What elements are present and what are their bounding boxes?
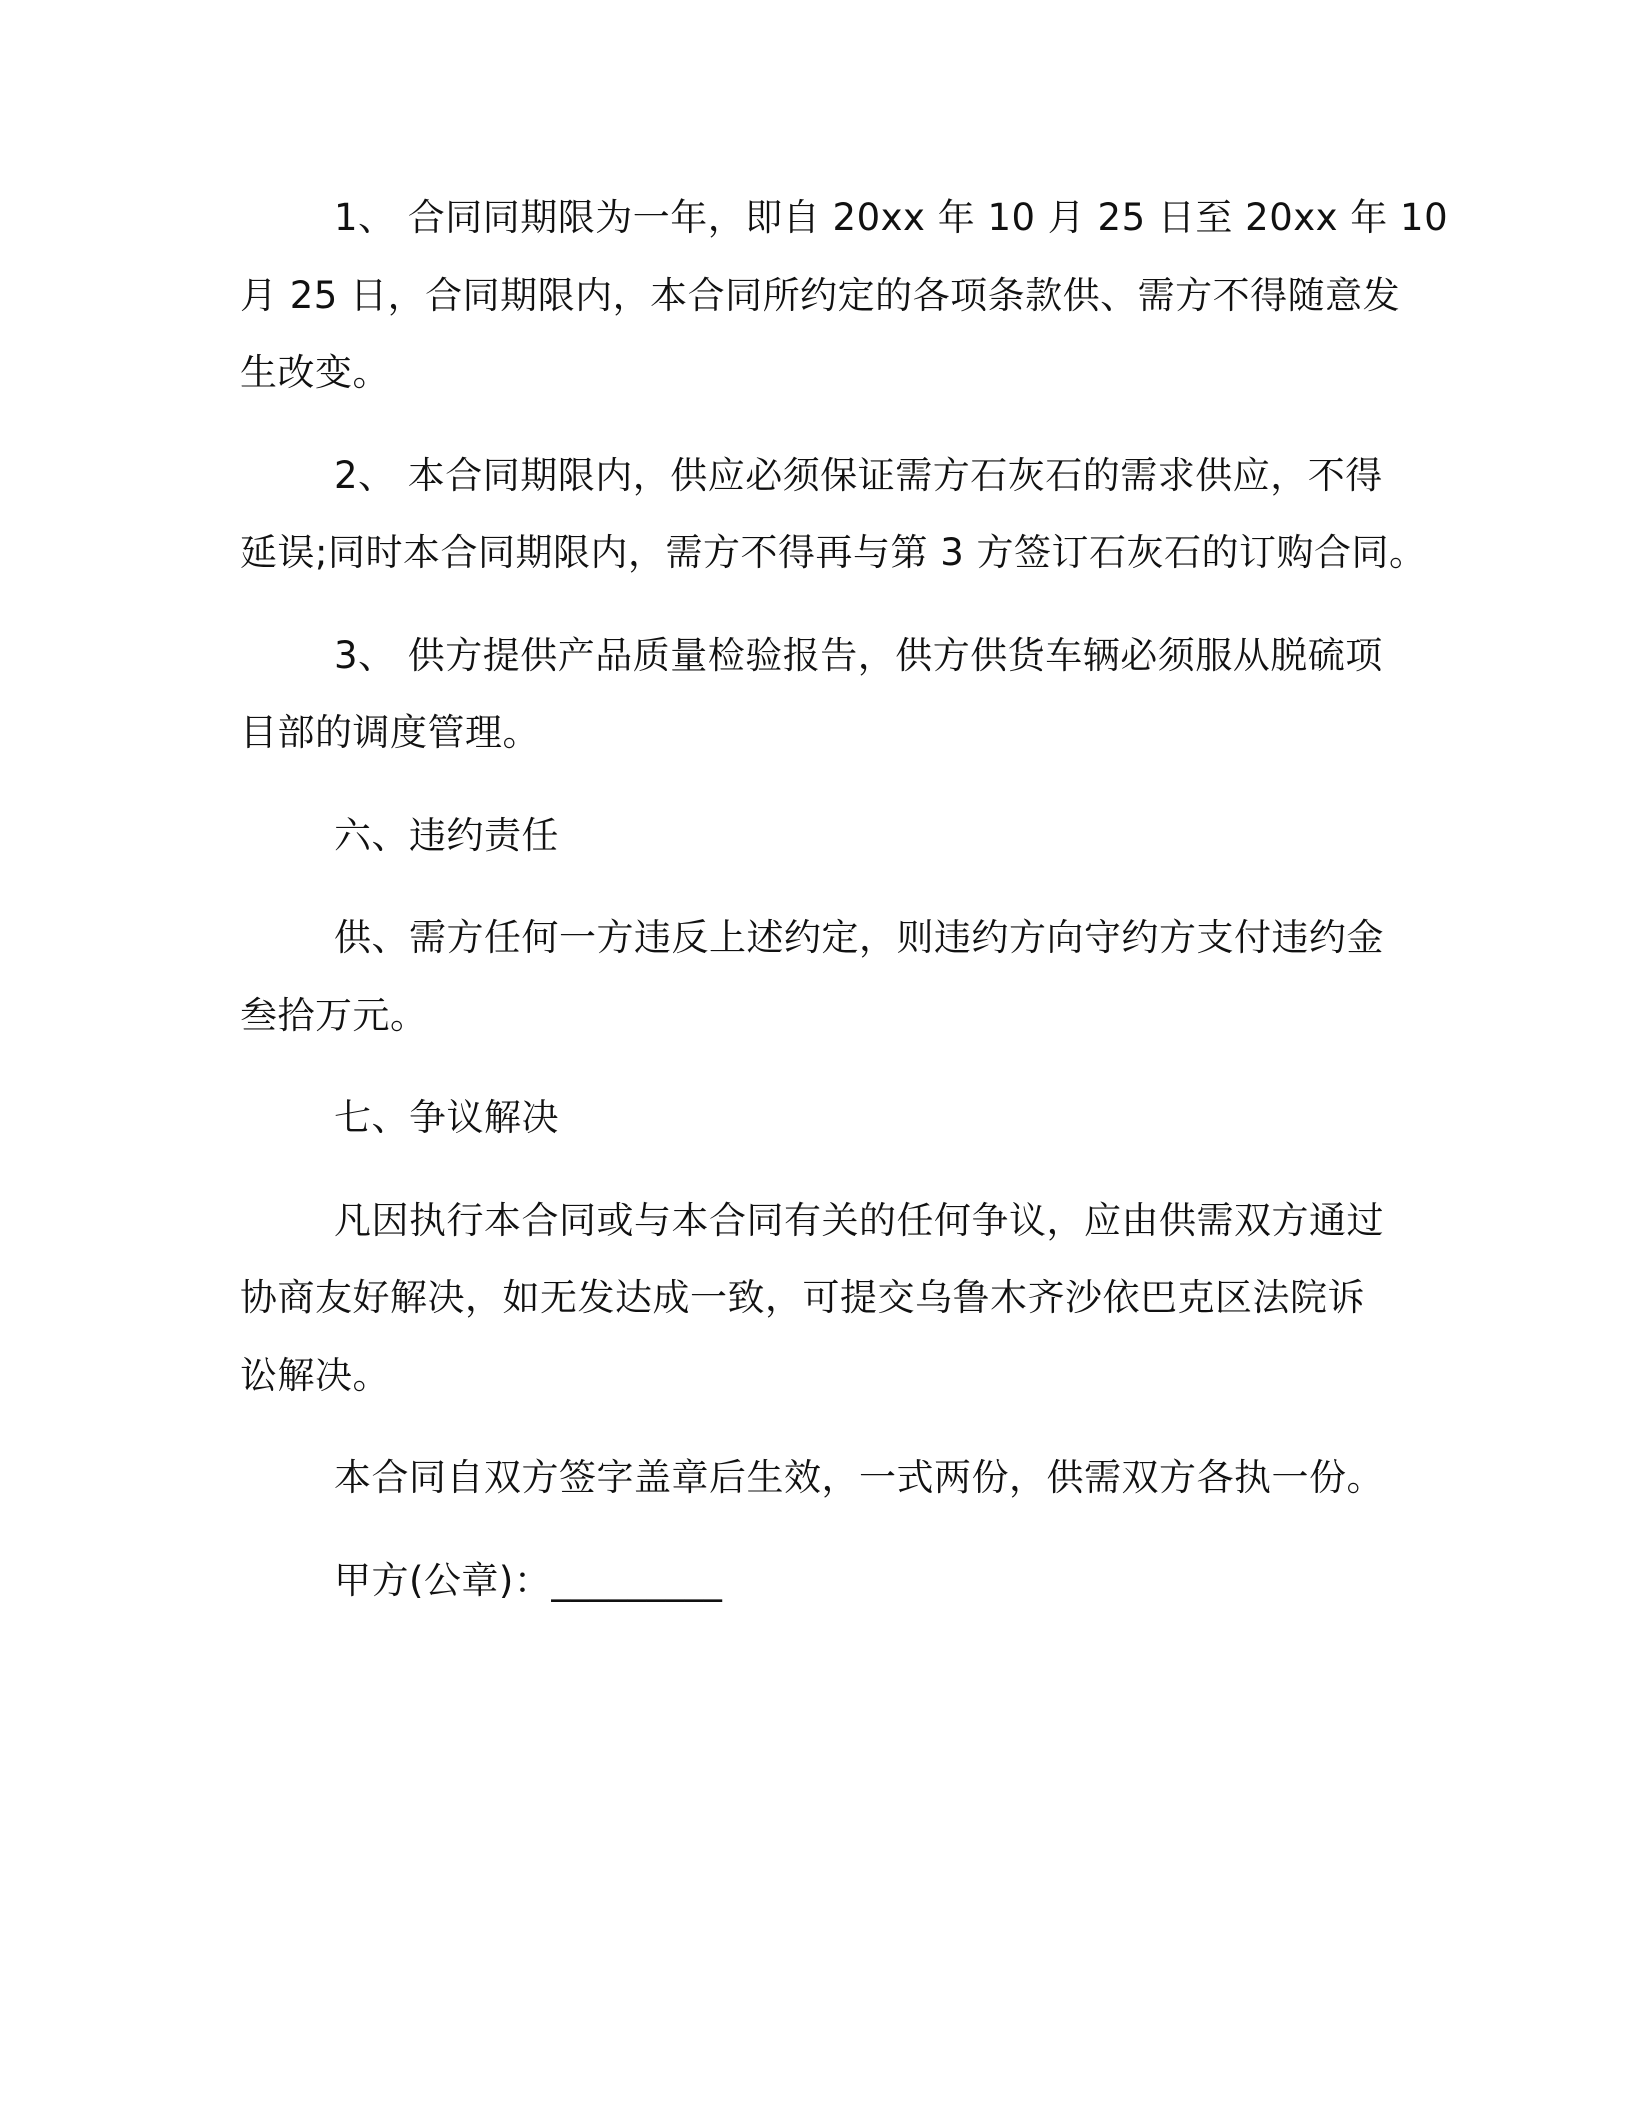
clause-1-line-3: 生改变。 xyxy=(240,351,390,394)
liability-line-2: 叁拾万元。 xyxy=(240,994,428,1037)
dispute-line-3: 讼解决。 xyxy=(240,1354,390,1397)
clause-1-line-1: 1、 合同同期限为一年，即自 20xx 年 10 月 25 日至 20xx 年 10 xyxy=(334,196,1449,239)
effect-statement: 本合同自双方签字盖章后生效，一式两份，供需双方各执一份。 xyxy=(334,1456,1384,1499)
dispute-line-2: 协商友好解决，如无发达成一致，可提交乌鲁木齐沙依巴克区法院诉 xyxy=(240,1276,1365,1319)
clause-1-line-2: 月 25 日，合同期限内，本合同所约定的各项条款供、需方不得随意发 xyxy=(240,274,1401,317)
section-heading-dispute-resolution: 七、争议解决 xyxy=(334,1096,559,1139)
clause-3-line-2: 目部的调度管理。 xyxy=(240,711,540,754)
clause-2-line-2: 延误;同时本合同期限内，需方不得再与第 3 方签订石灰石的订购合同。 xyxy=(240,531,1427,574)
clause-3-line-1: 3、 供方提供产品质量检验报告，供方供货车辆必须服从脱硫项 xyxy=(334,634,1383,677)
dispute-line-1: 凡因执行本合同或与本合同有关的任何争议，应由供需双方通过 xyxy=(334,1199,1384,1242)
party-a-seal-line: 甲方(公章)：_________ xyxy=(334,1559,723,1602)
liability-line-1: 供、需方任何一方违反上述约定，则违约方向守约方支付违约金 xyxy=(334,916,1384,959)
section-heading-breach-liability: 六、违约责任 xyxy=(334,814,559,857)
clause-2-line-1: 2、 本合同期限内，供应必须保证需方石灰石的需求供应，不得 xyxy=(334,454,1383,497)
